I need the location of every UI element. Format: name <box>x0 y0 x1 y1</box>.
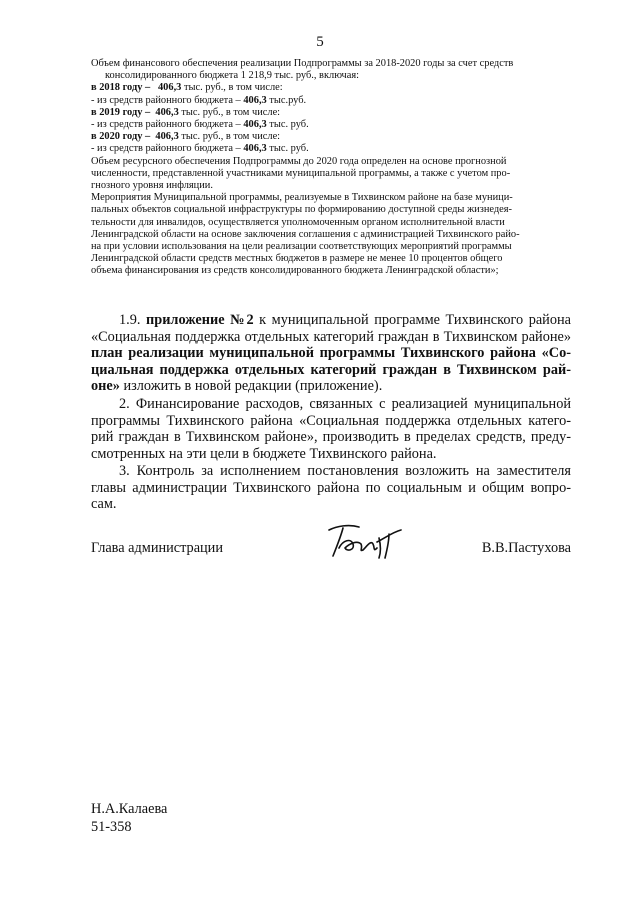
text-line: на при условии использования на цели реализации соответствующих мероприятий программы <box>91 241 512 253</box>
text-line: тельности для инвалидов, осуществляется уполномоченным органом исполнительной власти <box>91 216 505 228</box>
line-prefix: - из средств районного бюджета – <box>91 94 244 106</box>
bold-fragment: приложение №2 <box>146 312 254 328</box>
text-line <box>91 378 571 395</box>
text-fragment: изложить в новой редакции (приложение). <box>119 378 383 395</box>
text-line: Объем ресурсного обеспечения Подпрограммы до 2020 года определен на основе прогнозной <box>91 155 507 167</box>
signatory-name: В.В.Пастухова <box>481 540 571 556</box>
district-budget-line <box>91 95 571 107</box>
executor-block <box>91 800 167 836</box>
district-budget-line <box>91 119 571 131</box>
year-label: в 2020 году – <box>91 131 151 143</box>
year-amount: 406,3 <box>155 106 179 118</box>
item-3 <box>91 463 571 513</box>
year-2019-line <box>91 107 571 119</box>
item-1-9 <box>91 312 571 395</box>
line-amount: 406,3 <box>243 119 267 131</box>
bold-fragment: оне» <box>91 378 120 395</box>
executor-phone: 51-358 <box>91 819 132 835</box>
financing-paragraph <box>91 58 571 278</box>
year-2018-line <box>91 82 571 94</box>
text-line: пальных объектов социальной инфраструктуры по формированию доступной среды жизнедея- <box>91 204 512 216</box>
year-rest: тыс. руб., в том числе: <box>178 106 281 118</box>
text-line: программы Тихвинского района «Социальная поддержка отдельных катего- <box>91 412 571 429</box>
year-label: в 2018 году – <box>91 82 151 94</box>
line-amount: 406,3 <box>243 94 267 106</box>
text-line: численности, представленной участниками муниципальной программы, а также с учетом про- <box>91 167 511 179</box>
text-fragment: к муниципальной программе Тихвинского района <box>253 312 571 328</box>
executor-name: Н.А.Калаева <box>91 801 168 817</box>
item-number: 1.9. <box>119 312 146 328</box>
text-line: гнозного уровня инфляции. <box>91 180 213 192</box>
year-amount: 406,3 <box>155 131 179 143</box>
text-line: Ленинградской области на основе заключения соглашения с администрацией Тихвинского райо- <box>91 228 520 240</box>
text-line: Ленинградской области средств местных бюджетов в размере не менее 10 процентов общего <box>91 253 503 265</box>
bold-line: план реализации муниципальной программы Тихвинского района «Со- <box>91 345 571 362</box>
bold-line: циальная поддержка отдельных категорий граждан в Тихвинском рай- <box>91 361 571 378</box>
text-line: рий граждан в Тихвинском районе», производить в пределах средств, преду- <box>91 429 571 446</box>
text-line: смотренных на эти цели в бюджете Тихвинского района. <box>91 445 437 462</box>
text-line: главы администрации Тихвинского района по социальным и общим вопро- <box>91 479 571 496</box>
text-line: сам. <box>91 496 117 513</box>
year-rest: тыс. руб., в том числе: <box>181 82 283 94</box>
year-rest: тыс. руб., в том числе: <box>178 131 281 143</box>
signatory-title: Глава администрации <box>91 540 223 556</box>
handwritten-signature <box>323 518 413 562</box>
district-budget-line <box>91 143 571 155</box>
text-line: Мероприятия Муниципальной программы, реализуемые в Тихвинском районе на базе муници- <box>91 192 513 204</box>
text-line: консолидированного бюджета 1 218,9 тыс. руб., включая: <box>105 70 360 82</box>
line-prefix: - из средств районного бюджета – <box>91 119 244 131</box>
line-rest: тыс. руб. <box>266 119 309 131</box>
year-2020-line <box>91 131 571 143</box>
line-prefix: - из средств районного бюджета – <box>91 143 244 155</box>
text-line: 3. Контроль за исполнением постановления возложить на заместителя <box>119 463 571 479</box>
text-line <box>91 312 571 329</box>
line-amount: 406,3 <box>243 143 267 155</box>
line-rest: тыс.руб. <box>266 94 307 106</box>
year-label: в 2019 году – <box>91 106 151 118</box>
page-number: 5 <box>316 34 324 50</box>
text-line: Объем финансового обеспечения реализации Подпрограммы за 2018-2020 годы за счет средств <box>91 58 514 69</box>
text-line: 2. Финансирование расходов, связанных с реализацией муниципальной <box>119 396 571 412</box>
item-2 <box>91 396 571 462</box>
year-amount: 406,3 <box>157 82 182 94</box>
text-line: объема финансирования из средств консолидированного бюджета Ленинградской области»; <box>91 265 499 277</box>
line-rest: тыс. руб. <box>266 143 309 155</box>
text-line: «Социальная поддержка отдельных категорий граждан в Тихвинском районе» <box>91 328 571 345</box>
